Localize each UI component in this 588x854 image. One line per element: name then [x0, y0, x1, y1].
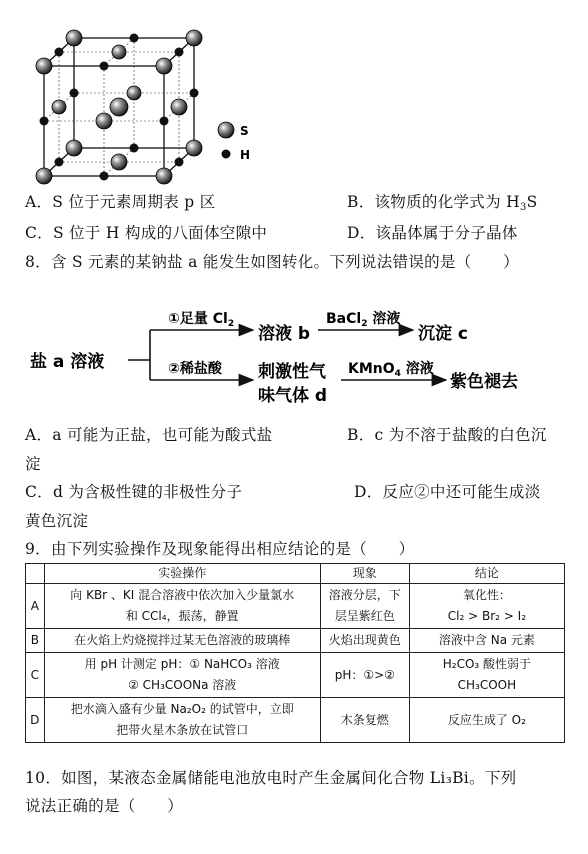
q7-option-a: A．S 位于元素周期表 p 区 — [25, 193, 216, 211]
legend-s-label: S — [240, 124, 249, 138]
bottom-arrow-label: ②稀盐酸 — [168, 361, 222, 377]
reaction-scheme — [28, 295, 568, 415]
sulfur-atom-icon — [218, 122, 234, 138]
table-header-row — [26, 564, 565, 584]
q9-stem: 9．由下列实验操作及现象能得出相应结论的是（ ） — [25, 540, 415, 558]
q7-option-b: B．该物质的化学式为 $H_3S$ — [347, 193, 538, 213]
header-cell: 实验操作 — [44, 564, 320, 584]
top-arrow-label: ①足量 $Cl_2$ — [168, 311, 235, 329]
crystal-structure-figure — [22, 18, 222, 186]
q8-option-c: C．d 为含极性键的非极性分子 — [25, 483, 243, 501]
table-row — [26, 584, 565, 629]
row-label: B — [26, 629, 45, 653]
kmno4-label: KMnO$_4$ 溶液 — [348, 361, 434, 379]
row-label: A — [26, 584, 45, 629]
result-text: 紫色褪去 — [450, 372, 518, 392]
phenomenon-cell: 火焰出现黄色 — [320, 629, 409, 653]
q8-option-b-line2: 淀 — [25, 455, 41, 473]
q8-option-d-line1: D．反应②中还可能生成淡 — [354, 483, 541, 501]
conclusion-cell: 溶液中含 Na 元素 — [409, 629, 564, 653]
q8-option-d-line2: 黄色沉淀 — [25, 512, 89, 530]
product-c: 沉淀 c — [418, 324, 468, 344]
product-b: 溶液 b — [258, 324, 311, 344]
header-cell: 现象 — [320, 564, 409, 584]
operation-cell: 向 KBr 、KI 混合溶液中依次加入少量氯水 和 CCl₄，振荡，静置 — [44, 584, 320, 629]
conclusion-cell: 氧化性： Cl₂ > Br₂ > I₂ — [409, 584, 564, 629]
q10-stem-line2: 说法正确的是（ ） — [25, 797, 184, 815]
q8-option-b-line1: B．c 为不溶于盐酸的白色沉 — [347, 426, 547, 444]
header-cell — [26, 564, 45, 584]
operation-cell: 用 pH 计测定 pH：① NaHCO₃ 溶液 ② CH₃COONa 溶液 — [44, 653, 320, 698]
start-material: 盐 a 溶液 — [30, 352, 105, 372]
conclusion-cell: 反应生成了 O₂ — [409, 698, 564, 743]
product-d-line2: 味气体 d — [258, 386, 328, 406]
q7-option-d: D．该晶体属于分子晶体 — [347, 224, 518, 242]
phenomenon-cell: pH：①>② — [320, 653, 409, 698]
legend-h-label: H — [240, 148, 251, 162]
bacl2-label: BaCl$_2$ 溶液 — [326, 311, 401, 329]
hydrogen-atom-icon — [222, 150, 231, 159]
phenomenon-cell: 木条复燃 — [320, 698, 409, 743]
table-row — [26, 698, 565, 743]
q10-stem-line1: 10．如图，某液态金属储能电池放电时产生金属间化合物 Li₃Bi。下列 — [25, 769, 517, 787]
operation-cell: 在火焰上灼烧搅拌过某无色溶液的玻璃棒 — [44, 629, 320, 653]
crystal-legend — [216, 120, 296, 170]
table-row — [26, 629, 565, 653]
conclusion-cell: H₂CO₃ 酸性弱于 CH₃COOH — [409, 653, 564, 698]
phenomenon-cell: 溶液分层，下 层呈紫红色 — [320, 584, 409, 629]
product-d-line1: 刺激性气 — [258, 362, 326, 382]
header-cell: 结论 — [409, 564, 564, 584]
table-row — [26, 653, 565, 698]
q8-stem: 8．含 S 元素的某钠盐 a 能发生如图转化。下列说法错误的是（ ） — [25, 253, 519, 271]
q8-option-a: A．a 可能为正盐，也可能为酸式盐 — [25, 426, 273, 444]
row-label: C — [26, 653, 45, 698]
operation-cell: 把水滴入盛有少量 Na₂O₂ 的试管中，立即 把带火星木条放在试管口 — [44, 698, 320, 743]
experiment-table — [25, 563, 565, 743]
legend-symbols — [216, 120, 296, 170]
row-label: D — [26, 698, 45, 743]
q7-option-c: C．S 位于 H 构成的八面体空隙中 — [25, 224, 268, 242]
